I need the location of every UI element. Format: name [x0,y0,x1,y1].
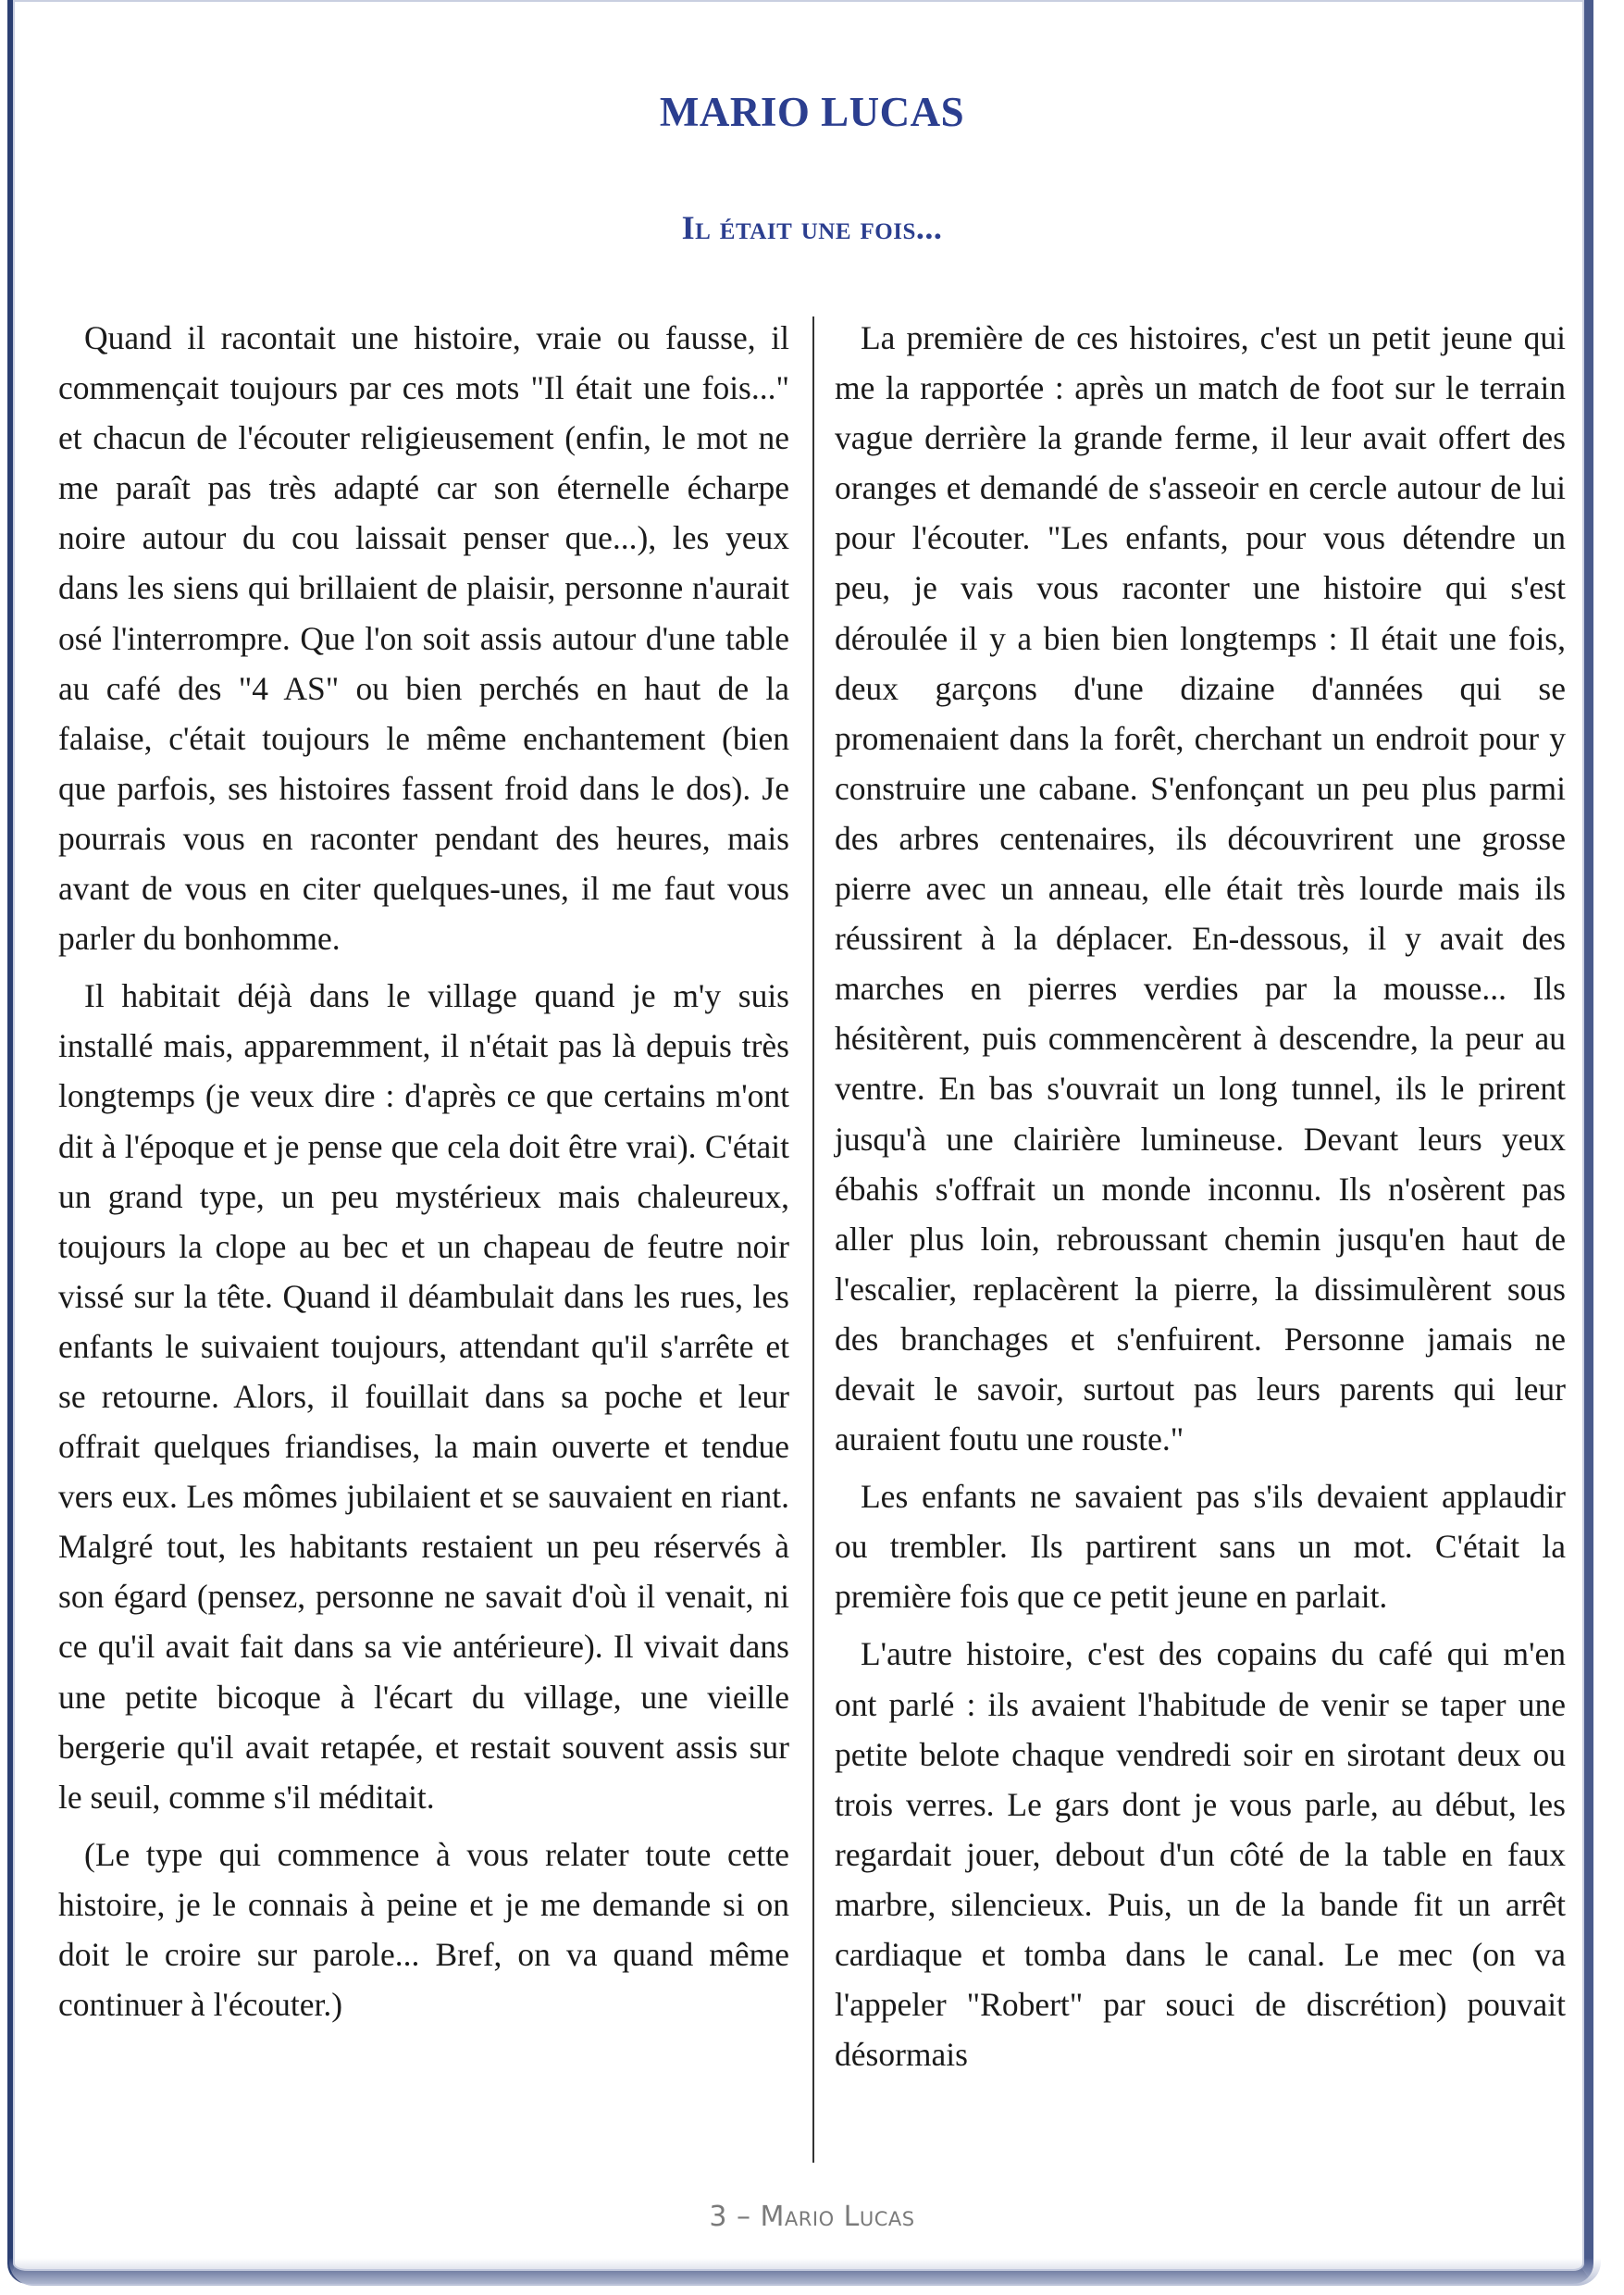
paragraph: Il habitait déjà dans le village quand je m'y suis installé mais, apparemment, il n'était pas là depuis très longtemps (je veux dire : d'après ce que certains m'ont dit à l'époque et je pense que cela doit être vrai). C'était un grand type, un peu mystérieux mais chaleureux, toujours la clope au bec et un chapeau de feutre noir vissé sur la tête. Quand il déambulait dans les rues, les enfants le suivaient toujours, attendant qu'il s'arrête et se retourne. Alors, il fouillait dans sa poche et leur offrait quelques friandises, la main ouverte et tendue vers eux. Les mômes jubilaient et se sauvaient en riant. Malgré tout, les habitants restaient un peu réservés à son égard (pensez, personne ne savait d'où il venait, ni ce qu'il avait fait dans sa vie antérieure). Il vivait dans une petite bicoque à l'écart du village, une vieille bergerie qu'il avait retapée, et restait souvent assis sur le seuil, comme s'il méditait. [58,977,789,1816]
page-footer: 3 – Mario Lucas [709,2201,915,2233]
paragraph: (Le type qui commence à vous relater toute cette histoire, je le connais à peine et je me demande si on doit le croire sur parole... Bref, on va quand même continuer à l'écouter.) [58,1835,789,2024]
column-divider [812,316,814,2163]
paragraph: La première de ces histoires, c'est un petit jeune qui me la rapportée : après un match de foot sur le terrain vague derrière la grande ferme, il leur avait offert des oranges et demandé de s'asseoir en cercle autour de lui pour l'écouter. "Les enfants, pour vous détendre un peu, je vais vous raconter une histoire qui s'est déroulée il y a bien bien longtemps : Il était une fois, deux garçons d'une dizaine d'années qui se promenaient dans la forêt, cherchant un endroit pour y construire une cabane. S'enfonçant un peu plus parmi des arbres centenaires, ils découvrirent une grosse pierre avec un anneau, elle était très lourde mais ils réussirent à la déplacer. En-dessous, il y avait des marches en pierres verdies par la mousse... Ils hésitèrent, puis commencèrent à descendre, la peur au ventre. En bas s'ouvrait un long tunnel, ils le prirent jusqu'à une clairière lumineuse. Devant leurs yeux ébahis s'offrait un monde inconnu. Ils n'osèrent pas aller plus loin, rebroussant chemin jusqu'en haut de l'escalier, replacèrent la pierre, la dissimulèrent sous des branchages et s'enfuirent. Personne jamais ne devait le savoir, surtout pas leurs parents qui leur auraient foutu une rouste." [835,319,1566,1458]
author-heading: MARIO LUCAS [659,89,965,135]
paragraph: Quand il racontait une histoire, vraie ou fausse, il commençait toujours par ces mots "Il était une fois..." et chacun de l'écouter religieusement (enfin, le mot ne me paraît pas très adapté car son éternelle écharpe noire autour du cou laissait penser que...), les yeux dans les siens qui brillaient de plaisir, personne n'aurait osé l'interrompre. Que l'on soit assis autour d'une table au café des "4 AS" ou bien perchés en haut de la falaise, c'était toujours le même enchantement (bien que parfois, ses histoires fassent froid dans le dos). Je pourrais vous en raconter pendant des heures, mais avant de vous en citer quelques-unes, il me faut vous parler du bonhomme. [58,319,789,958]
left-text-column [58,313,789,2037]
right-text-column [835,313,1566,2087]
paragraph: L'autre histoire, c'est des copains du café qui m'en ont parlé : ils avaient l'habitude de venir se taper une petite belote chaque vendredi soir en sirotant deux ou trois verres. Le gars dont je vous parle, au début, les regardait jouer, debout d'un côté de la table en faux marbre, silencieux. Puis, un de la bande fit un arrêt cardiaque et tomba dans le canal. Le mec (on va l'appeler "Robert" par souci de discrétion) pouvait désormais [835,1635,1566,2074]
story-title: Il était une fois... [681,209,943,246]
paragraph: Les enfants ne savaient pas s'ils devaient applaudir ou trembler. Ils partirent sans un mot. C'était la première fois que ce petit jeune en parlait. [835,1478,1566,1616]
